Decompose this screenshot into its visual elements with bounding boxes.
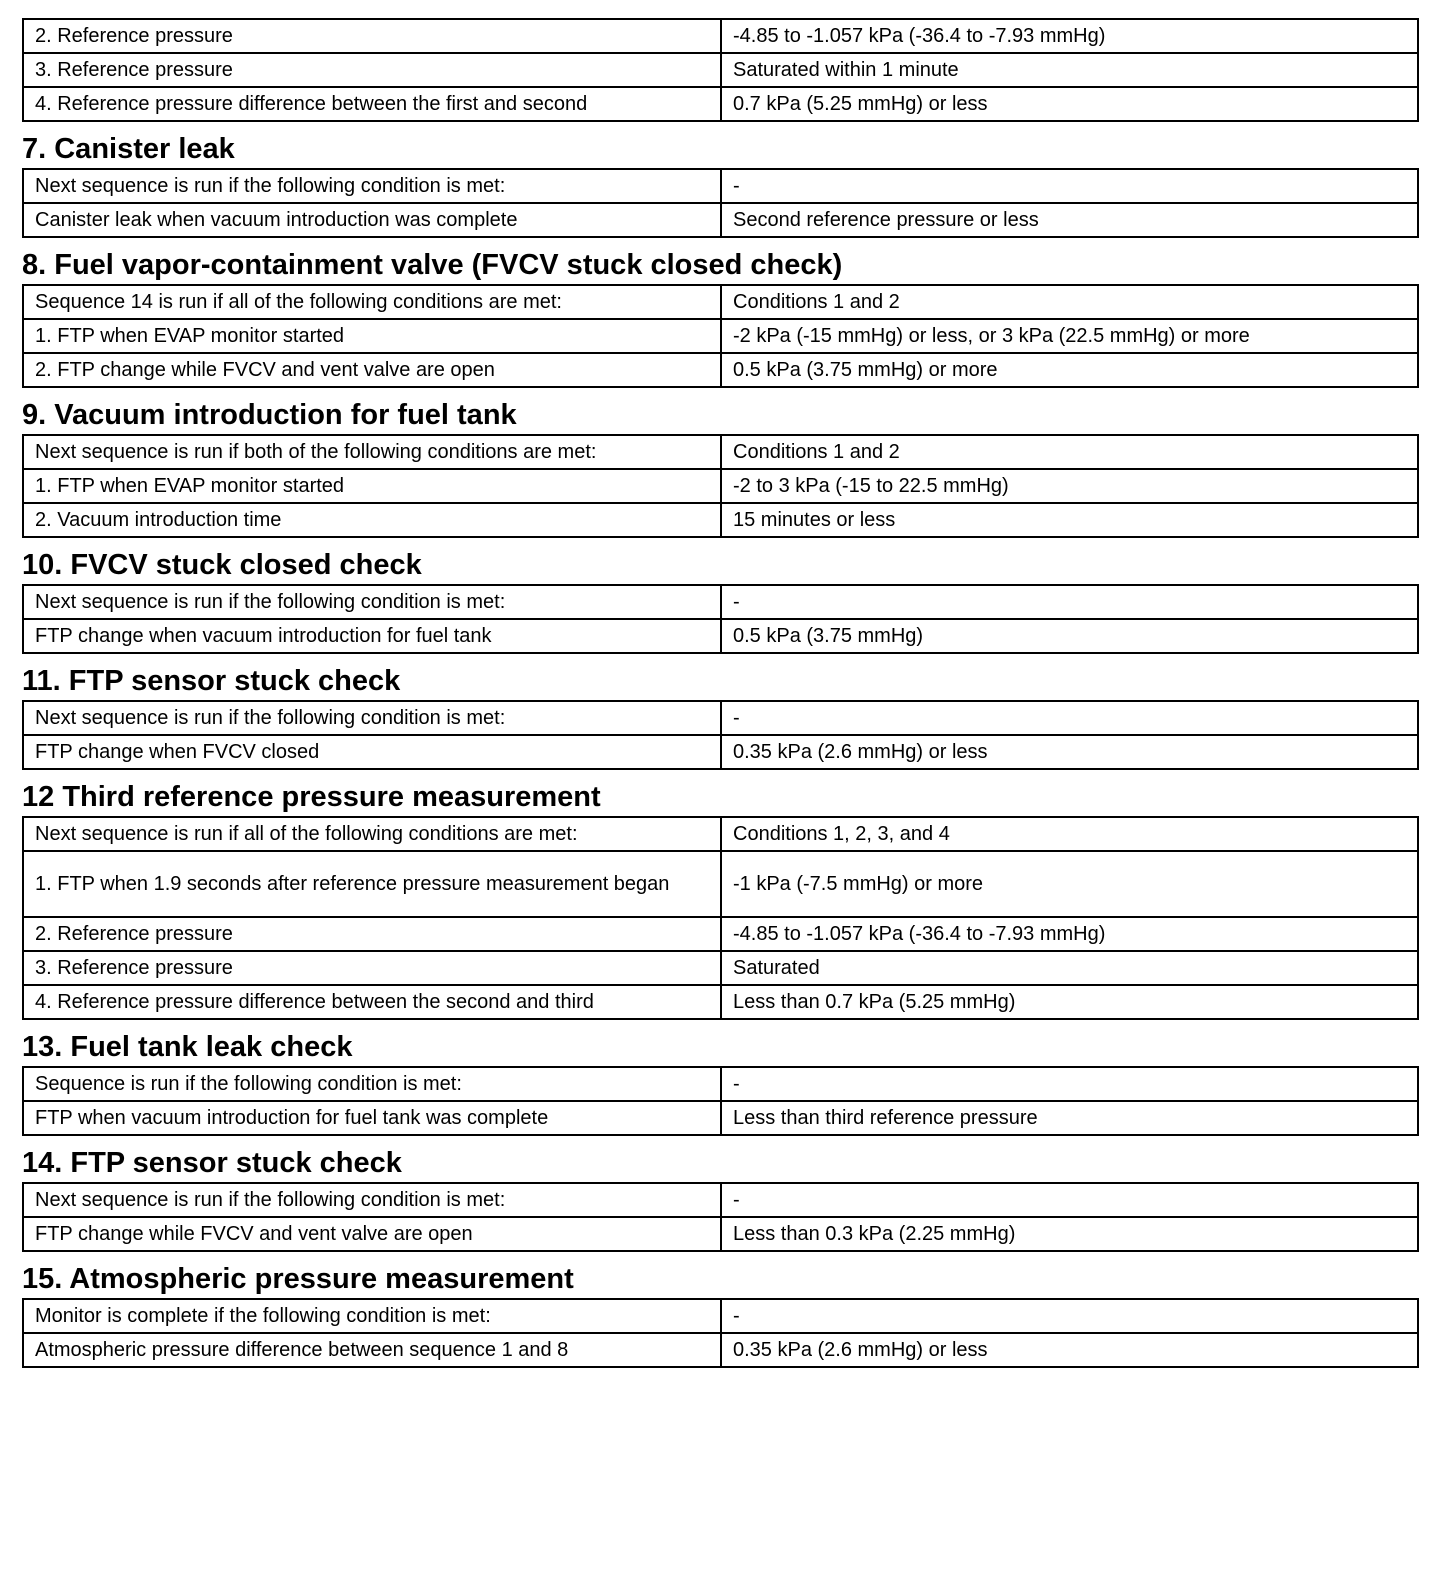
value-cell: -1 kPa (-7.5 mmHg) or more	[721, 851, 1418, 917]
table-row	[23, 319, 1418, 353]
value-cell: -	[721, 1299, 1418, 1333]
value-cell: -	[721, 585, 1418, 619]
condition-cell: Next sequence is run if both of the following conditions are met:	[23, 435, 721, 469]
condition-cell: Next sequence is run if the following condition is met:	[23, 1183, 721, 1217]
condition-cell: Next sequence is run if all of the following conditions are met:	[23, 817, 721, 851]
condition-cell: 4. Reference pressure difference between the second and third	[23, 985, 721, 1019]
table-row	[23, 1101, 1418, 1135]
condition-cell: FTP when vacuum introduction for fuel tank was complete	[23, 1101, 721, 1135]
condition-cell: 2. Reference pressure	[23, 19, 721, 53]
value-cell: 0.5 kPa (3.75 mmHg)	[721, 619, 1418, 653]
table-row	[23, 19, 1418, 53]
section-heading-fuel-tank-leak: 13. Fuel tank leak check	[22, 1031, 353, 1063]
section-heading-third-reference: 12 Third reference pressure measurement	[22, 781, 601, 813]
spec-document	[22, 18, 1419, 1368]
table-row	[23, 1217, 1418, 1251]
table-row	[23, 169, 1418, 203]
table-row	[23, 1299, 1418, 1333]
condition-cell: 2. Vacuum introduction time	[23, 503, 721, 537]
table-row	[23, 951, 1418, 985]
table-row	[23, 285, 1418, 319]
table-row	[23, 435, 1418, 469]
value-cell: -2 to 3 kPa (-15 to 22.5 mmHg)	[721, 469, 1418, 503]
table-row	[23, 851, 1418, 917]
condition-cell: 4. Reference pressure difference between the first and second	[23, 87, 721, 121]
condition-cell: 3. Reference pressure	[23, 53, 721, 87]
spec-table-continued	[22, 18, 1419, 122]
spec-table-canister-leak	[22, 168, 1419, 238]
spec-table-vacuum-introduction	[22, 434, 1419, 538]
table-row	[23, 1067, 1418, 1101]
value-cell: Saturated within 1 minute	[721, 53, 1418, 87]
condition-cell: 2. Reference pressure	[23, 917, 721, 951]
value-cell: -2 kPa (-15 mmHg) or less, or 3 kPa (22.5 mmHg) or more	[721, 319, 1418, 353]
spec-table-ftp-sensor-stuck	[22, 700, 1419, 770]
table-row	[23, 585, 1418, 619]
section-heading-vacuum-introduction: 9. Vacuum introduction for fuel tank	[22, 399, 517, 431]
value-cell: -4.85 to -1.057 kPa (-36.4 to -7.93 mmHg)	[721, 917, 1418, 951]
condition-cell: Next sequence is run if the following condition is met:	[23, 585, 721, 619]
condition-cell: Sequence is run if the following condition is met:	[23, 1067, 721, 1101]
value-cell: -	[721, 1183, 1418, 1217]
table-row	[23, 203, 1418, 237]
value-cell: Less than 0.3 kPa (2.25 mmHg)	[721, 1217, 1418, 1251]
value-cell: Conditions 1, 2, 3, and 4	[721, 817, 1418, 851]
condition-cell: 2. FTP change while FVCV and vent valve are open	[23, 353, 721, 387]
table-row	[23, 985, 1418, 1019]
value-cell: 0.35 kPa (2.6 mmHg) or less	[721, 1333, 1418, 1367]
value-cell: Conditions 1 and 2	[721, 285, 1418, 319]
table-row	[23, 469, 1418, 503]
table-row	[23, 1333, 1418, 1367]
table-row	[23, 87, 1418, 121]
value-cell: Less than third reference pressure	[721, 1101, 1418, 1135]
section-heading-fvcv-stuck-closed: 10. FVCV stuck closed check	[22, 549, 422, 581]
spec-table-atmospheric-pressure	[22, 1298, 1419, 1368]
condition-cell: Monitor is complete if the following condition is met:	[23, 1299, 721, 1333]
section-heading-ftp-sensor-stuck: 11. FTP sensor stuck check	[22, 665, 401, 697]
condition-cell: 3. Reference pressure	[23, 951, 721, 985]
value-cell: 0.35 kPa (2.6 mmHg) or less	[721, 735, 1418, 769]
spec-table-fvcv	[22, 284, 1419, 388]
value-cell: -	[721, 169, 1418, 203]
value-cell: Less than 0.7 kPa (5.25 mmHg)	[721, 985, 1418, 1019]
table-row	[23, 917, 1418, 951]
table-row	[23, 503, 1418, 537]
table-row	[23, 735, 1418, 769]
value-cell: 0.5 kPa (3.75 mmHg) or more	[721, 353, 1418, 387]
condition-cell: FTP change while FVCV and vent valve are open	[23, 1217, 721, 1251]
table-row	[23, 353, 1418, 387]
value-cell: Conditions 1 and 2	[721, 435, 1418, 469]
condition-cell: 1. FTP when EVAP monitor started	[23, 469, 721, 503]
section-heading-fvcv: 8. Fuel vapor-containment valve (FVCV stuck closed check)	[22, 249, 843, 281]
table-row	[23, 53, 1418, 87]
table-row	[23, 1183, 1418, 1217]
value-cell: -	[721, 701, 1418, 735]
table-row	[23, 817, 1418, 851]
spec-table-third-reference	[22, 816, 1419, 1020]
value-cell: Second reference pressure or less	[721, 203, 1418, 237]
spec-table-fuel-tank-leak	[22, 1066, 1419, 1136]
condition-cell: Canister leak when vacuum introduction was complete	[23, 203, 721, 237]
value-cell: 15 minutes or less	[721, 503, 1418, 537]
condition-cell: FTP change when FVCV closed	[23, 735, 721, 769]
section-heading-atmospheric-pressure: 15. Atmospheric pressure measurement	[22, 1263, 574, 1295]
spec-table-ftp-sensor-stuck-2	[22, 1182, 1419, 1252]
value-cell: -	[721, 1067, 1418, 1101]
condition-cell: Sequence 14 is run if all of the following conditions are met:	[23, 285, 721, 319]
condition-cell: 1. FTP when 1.9 seconds after reference pressure measurement began	[23, 851, 721, 917]
condition-cell: 1. FTP when EVAP monitor started	[23, 319, 721, 353]
value-cell: -4.85 to -1.057 kPa (-36.4 to -7.93 mmHg)	[721, 19, 1418, 53]
condition-cell: Next sequence is run if the following condition is met:	[23, 701, 721, 735]
condition-cell: FTP change when vacuum introduction for fuel tank	[23, 619, 721, 653]
table-row	[23, 701, 1418, 735]
condition-cell: Next sequence is run if the following condition is met:	[23, 169, 721, 203]
spec-table-fvcv-stuck-closed	[22, 584, 1419, 654]
section-heading-canister-leak: 7. Canister leak	[22, 133, 235, 165]
table-row	[23, 619, 1418, 653]
value-cell: Saturated	[721, 951, 1418, 985]
value-cell: 0.7 kPa (5.25 mmHg) or less	[721, 87, 1418, 121]
condition-cell: Atmospheric pressure difference between sequence 1 and 8	[23, 1333, 721, 1367]
section-heading-ftp-sensor-stuck-2: 14. FTP sensor stuck check	[22, 1147, 402, 1179]
